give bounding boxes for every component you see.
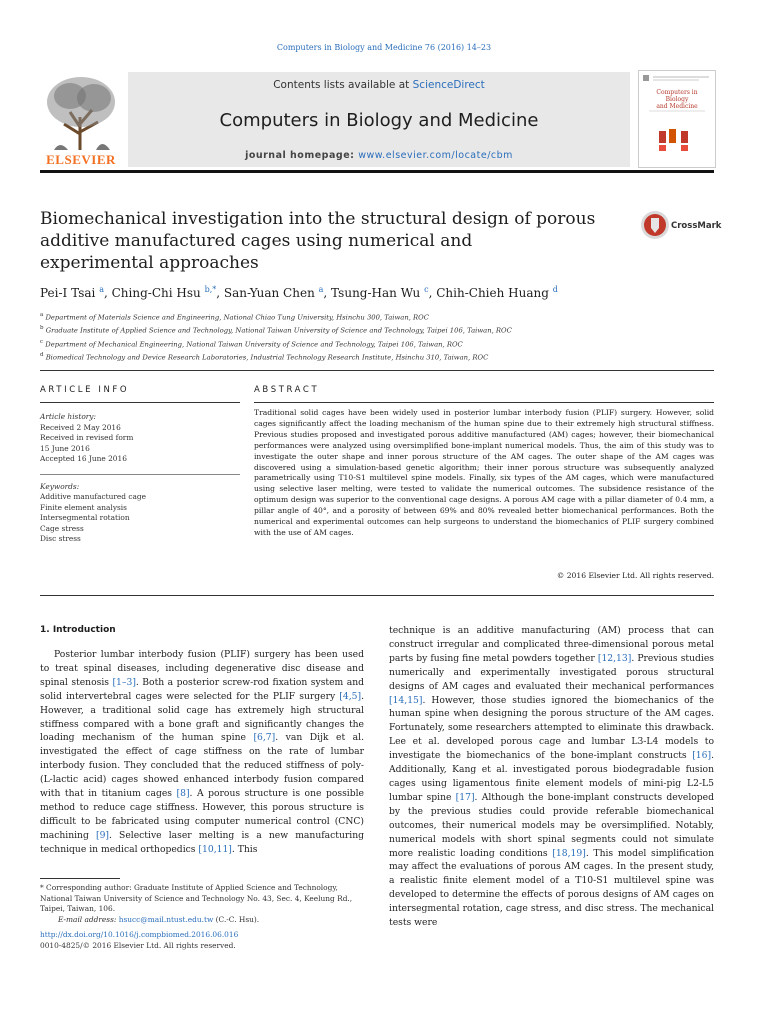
- history-item: Accepted 16 June 2016: [40, 454, 127, 463]
- affiliation-text: Graduate Institute of Applied Science and Technology, National Taiwan University of Science and Technology, Taipei 106, Taiwan, ROC: [43, 326, 512, 335]
- email-label: E-mail address:: [58, 914, 119, 924]
- body-text: Posterior lumbar interbody fusion (PLIF) surgery has been used to treat spinal diseases, including degenerative disc disease and spinal stenosis: [40, 649, 364, 688]
- footnote-rule: [40, 878, 120, 879]
- email-link[interactable]: hsucc@mail.ntust.edu.tw: [118, 914, 214, 924]
- journal-citation[interactable]: Computers in Biology and Medicine 76 (2016) 14–23: [276, 43, 492, 52]
- citation-ref-link[interactable]: [18,19]: [552, 847, 586, 859]
- intro-right-column: [389, 624, 714, 930]
- homepage-link[interactable]: www.elsevier.com/locate/cbm: [358, 150, 513, 161]
- article-info-divider: [40, 474, 240, 475]
- section-rule: [40, 370, 714, 371]
- body-text: . However, a traditional solid cage has extremely high structural stiffness compared with a bone graft and significantly changes the loading mechanism of the human spine: [40, 690, 364, 744]
- crossmark-icon: [640, 208, 670, 242]
- journal-masthead: [40, 68, 714, 168]
- affiliation-mark: c: [40, 338, 44, 345]
- corresponding-footnote: [40, 878, 364, 925]
- email-line: [40, 915, 364, 926]
- body-text: . This model simplification may affect the evaluations of porous AM cages. In the present study, a realistic finite element model of a T10-S1 multilevel spine was developed to determine the effects of porous designs of AM cages on intersegmental rotation, cage stress, and disc stress. The mechanical tests were: [389, 847, 714, 929]
- crossmark-label: CrossMark: [671, 221, 722, 231]
- body-text: technique is an additive manufacturing (AM) process that can construct irregular and complicated three-dimensional porous metal parts by fusing fine metal powders together: [389, 625, 714, 664]
- citation-ref-link[interactable]: [14,15]: [389, 694, 423, 706]
- keyword: Disc stress: [40, 534, 81, 543]
- citation-ref-link[interactable]: [9]: [95, 829, 109, 841]
- author[interactable]: [224, 286, 324, 300]
- cover-title-line-2: and Medicine: [656, 103, 698, 110]
- body-text: . Selective laser melting is a new manufacturing technique in medical orthopedics: [40, 829, 365, 855]
- sciencedirect-link[interactable]: ScienceDirect: [412, 79, 485, 91]
- journal-title: Computers in Biology and Medicine: [219, 110, 539, 131]
- author-name: San-Yuan Chen: [223, 286, 315, 300]
- body-text: . Both a posterior screw-rod fixation system and solid intervertebral cages were selected for the PLIF surgery: [40, 676, 364, 702]
- history-item: Received 2 May 2016: [40, 422, 121, 432]
- publisher-wordmark: ELSEVIER: [46, 152, 116, 167]
- author[interactable]: [112, 286, 217, 300]
- history-label: Article history:: [40, 412, 96, 421]
- article-info: [40, 412, 240, 545]
- issn-line: 0010-4825/© 2016 Elsevier Ltd. All rights reserved.: [40, 940, 236, 950]
- citation-ref-link[interactable]: [6,7]: [253, 732, 276, 744]
- abstract-heading: ABSTRACT: [254, 385, 320, 395]
- crossmark-badge[interactable]: [640, 208, 720, 242]
- author-name: Ching-Chi Hsu: [111, 286, 201, 300]
- doi-link[interactable]: http://dx.doi.org/10.1016/j.compbiomed.2016.06.016: [40, 930, 239, 939]
- citation-ref-link[interactable]: [12,13]: [597, 652, 632, 664]
- title-line: additive manufactured cages using numerical and: [40, 231, 473, 251]
- citation-ref-link[interactable]: [10,11]: [198, 843, 232, 855]
- body-text: . van Dijk et al. investigated the effect of cage stiffness on the rate of lumbar interbody fusion. They concluded that the reduced stiffness of poly-(L-lactic acid) cages showed enhanced interbody fusion compared with that in titanium cages: [40, 732, 364, 800]
- citation-ref-link[interactable]: [16]: [692, 750, 712, 762]
- abstract-rule: [254, 402, 714, 403]
- paper-title: [40, 208, 600, 274]
- article-info-rule: [40, 402, 240, 403]
- abstract-copyright: © 2016 Elsevier Ltd. All rights reserved.: [556, 571, 714, 580]
- author-separator: ,: [103, 286, 112, 300]
- citation-ref-link[interactable]: [17]: [455, 791, 475, 803]
- doi-block: [40, 930, 364, 951]
- history-item: 15 June 2016: [40, 443, 90, 453]
- abstract-body: Traditional solid cages have been widely used in posterior lumbar interbody fusion (PLIF) surgery. However, solid cages significantly affect the loading mechanism of the human spine due to their extremely high structural stiffness. Previous studies proposed and investigated porous additive manufactured (AM) cages; however, their biomechanical performances were analyzed using oversimplified bone-implant numerical models. Thus, the aim of this study was to investigate the outer shape and inner porous structure of the AM cages. The outer shape of the AM cages was discovered using a simulation-based genetic algorithm; their inner porous structure was subsequently analyzed parametrically using T10-S1 multilevel spine models. Finally, six types of the AM cages, which were manufactured using selective laser melting, were tested to validate the numerical outcomes. The subsidence resistance of the optimum design was superior to the conventional cage designs. A porous AM cage with a pillar diameter of 0.4 mm, a pillar angle of 40°, and a porosity of between 69% and 80% revealed better biomechanical performances. Both the numerical and experimental outcomes can help surgeons to understand the biomechanics of PLIF surgery combined with the use of AM cages.: [254, 408, 714, 537]
- author-affil-mark: d: [552, 285, 558, 294]
- body-text: . However, those studies ignored the biomechanics of the human spine when designing the porous structure of the AM cages. Fortunately, some researchers attempted to eliminate this drawback. Lee et al. developed porous cage and lumbar L3-L4 models to investigate the biomechanics of the bone-implant constructs: [389, 694, 714, 762]
- affiliation: [40, 323, 720, 336]
- email-suffix: (C.-C. Hsu).: [213, 914, 260, 924]
- affiliation-text: Department of Mechanical Engineering, National Taiwan University of Science and Technology, Taipei 106, Taiwan, ROC: [43, 340, 463, 349]
- body-text: . Previous studies numerically and experimentally investigated porous structural designs of AM cages and evaluated their mechanical performances: [389, 652, 714, 692]
- affiliation: [40, 350, 720, 363]
- section-rule: [40, 595, 714, 596]
- contents-line: [128, 79, 630, 91]
- body-text: . Although the bone-implant constructs developed by the previous studies could provide referable biomechanical outcomes, their numerical models may be oversimplified. Notably, numerical models with short spinal segments could not simulate more realistic loading conditions: [389, 791, 714, 859]
- journal-cover-thumbnail: [638, 70, 716, 168]
- affiliation-text: Department of Materials Science and Engineering, National Chiao Tung University, Hsinchu 300, Taiwan, ROC: [43, 313, 429, 322]
- masthead-banner: [128, 72, 630, 167]
- keyword: Finite element analysis: [40, 502, 127, 512]
- cover-title: [645, 89, 709, 110]
- cover-title-line-1: Computers in Biology: [656, 89, 698, 103]
- body-text: . This: [231, 843, 258, 855]
- author[interactable]: [436, 286, 558, 300]
- citation-ref-link[interactable]: [4,5]: [339, 690, 362, 702]
- corresponding-author-note: * Corresponding author: Graduate Institute of Applied Science and Technology, National Taiwan University of Science and Technology No. 43, Sec. 4, Keelung Rd., Taipei, Taiwan, 106.: [40, 883, 353, 913]
- author-name: Pei-I Tsai: [40, 286, 96, 300]
- keyword: Intersegmental rotation: [40, 513, 130, 522]
- author[interactable]: [40, 286, 104, 300]
- journal-homepage: [128, 150, 630, 161]
- keyword: Additive manufactured cage: [40, 492, 146, 501]
- history-item: Received in revised form: [40, 433, 134, 442]
- author-affil-mark: a: [99, 285, 104, 294]
- citation-ref-link[interactable]: [8]: [176, 788, 190, 800]
- author-name: Tsung-Han Wu: [331, 286, 421, 300]
- contents-prefix: Contents lists available at: [273, 79, 413, 91]
- article-info-heading: ARTICLE INFO: [40, 385, 130, 395]
- affiliation-text: Biomedical Technology and Device Research Laboratories, Industrial Technology Research Institute, Hsinchu 310, Taiwan, ROC: [43, 353, 489, 362]
- introduction-heading: 1. Introduction: [40, 625, 116, 635]
- author-separator: ,: [216, 286, 224, 300]
- author-affil-mark: b,*: [204, 285, 217, 294]
- affiliation-mark: d: [40, 352, 44, 359]
- author-list: [40, 285, 720, 300]
- body-text: . A porous structure is one possible method to reduce cage stiffness. However, this porous structure is difficult to be fabricated using computer numerical control (CNC) machining: [40, 788, 364, 841]
- title-line: experimental approaches: [40, 253, 259, 273]
- author[interactable]: [331, 286, 429, 300]
- author-separator: ,: [428, 286, 437, 300]
- author-affil-mark: c: [424, 285, 429, 294]
- body-text: . Additionally, Kang et al. investigated porous biodegradable fusion cages using ligamentous finite element models of mini-pig L2-L5 lumbar spine: [389, 750, 714, 803]
- affiliation: [40, 310, 720, 323]
- affiliation: [40, 337, 720, 350]
- affiliation-mark: b: [40, 325, 44, 332]
- author-affil-mark: a: [318, 285, 324, 294]
- author-name: Chih-Chieh Huang: [436, 286, 549, 300]
- intro-left-column: [40, 648, 364, 857]
- homepage-label: journal homepage:: [245, 150, 359, 161]
- author-separator: ,: [323, 286, 332, 300]
- keywords-label: Keywords:: [40, 481, 80, 491]
- affiliations: [40, 310, 720, 364]
- title-line: Biomechanical investigation into the structural design of porous: [40, 209, 596, 229]
- masthead-rule: [40, 170, 714, 173]
- cover-art: [639, 71, 715, 167]
- keyword: Cage stress: [40, 523, 84, 533]
- citation-ref-link[interactable]: [1–3]: [112, 676, 136, 688]
- affiliation-mark: a: [40, 312, 44, 318]
